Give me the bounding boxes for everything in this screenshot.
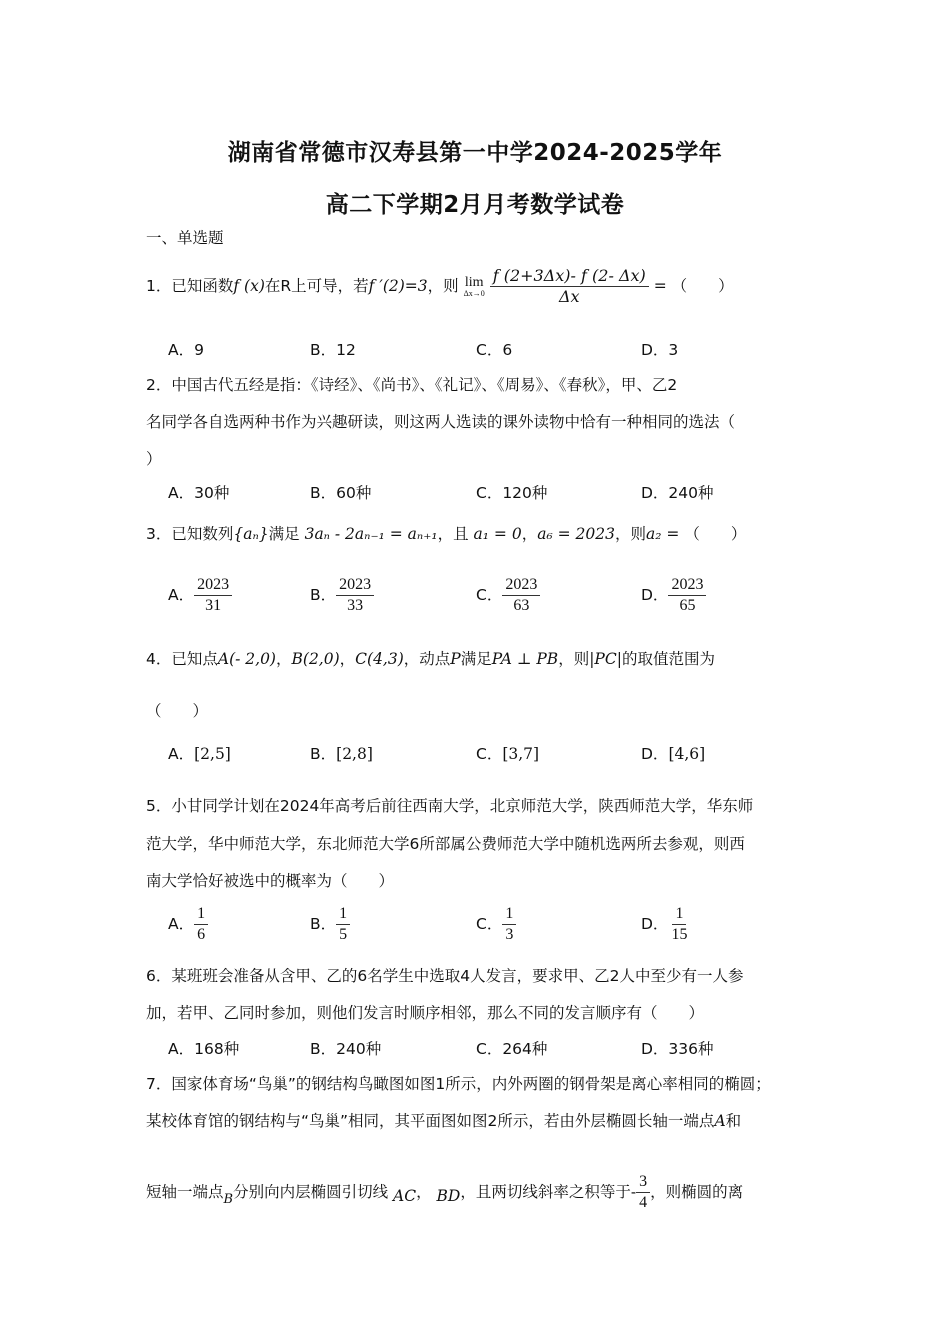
q4-option-a: A．[2,5] xyxy=(168,745,231,763)
q3-option-a: A． $\frac{2023}{31}$ xyxy=(168,575,232,616)
q1-fraction: $\frac{f (2+3\Delta x)- f (2- \Delta x)}{\Delta x}$ xyxy=(490,266,649,307)
q4-pc: |PC| xyxy=(589,650,622,668)
q3-a6: a₆ = 2023 xyxy=(537,525,615,543)
q3-relation: 3aₙ - 2aₙ₋₁ = aₙ₊₁ xyxy=(304,525,438,543)
q3-option-c: C． $\frac{2023}{63}$ xyxy=(476,575,540,616)
q6-option-b: B．240种 xyxy=(310,1040,382,1058)
q2-option-b: B．60种 xyxy=(310,484,372,502)
exam-title-line2: 高二下学期2月月考数学试卷 xyxy=(325,192,625,218)
q3-sequence: {aₙ} xyxy=(233,525,269,543)
q5-option-c: C． $\frac{1}{3}$ xyxy=(476,904,516,945)
q2-option-a: A．30种 xyxy=(168,484,230,502)
question-5-line3: 南大学恰好被选中的概率为（ ） xyxy=(146,872,395,890)
question-6-line1: 6．某班班会准备从含甲、乙的6名学生中选取4人发言，要求甲、乙2人中至少有一人参 xyxy=(146,967,744,985)
question-2-line2: 名同学各自选两种书作为兴趣研读，则这两人选读的课外读物中恰有一种相同的选法（ xyxy=(146,413,736,431)
q4-blank: （ ） xyxy=(146,702,209,720)
question-5-line2: 范大学，华中师范大学，东北师范大学6所部属公费师范大学中随机选两所去参观，则西 xyxy=(146,835,745,853)
q7-tangent-ac: AC xyxy=(393,1187,417,1205)
q1-option-b: B．12 xyxy=(310,341,356,359)
q1-fx: f (x) xyxy=(233,277,265,295)
q6-option-c: C．264种 xyxy=(476,1040,548,1058)
question-2-line3: ） xyxy=(146,450,162,468)
q5-option-b: B． $\frac{1}{5}$ xyxy=(310,904,350,945)
q3-option-d: D． $\frac{2023}{65}$ xyxy=(641,575,706,616)
q4-option-c: C．[3,7] xyxy=(476,745,540,763)
q1-limit: lim Δx→0 xyxy=(463,274,485,298)
q6-option-d: D．336种 xyxy=(641,1040,714,1058)
q1-option-a: A．9 xyxy=(168,341,204,359)
q2-option-c: C．120种 xyxy=(476,484,548,502)
q3-blank: （ ） xyxy=(684,525,747,543)
q4-point-b: B(2,0) xyxy=(291,650,340,668)
q2-option-d: D．240种 xyxy=(641,484,714,502)
q1-condition: f ′(2)=3 xyxy=(368,277,428,295)
q1-option-c: C．6 xyxy=(476,341,513,359)
question-7-line3: 短轴一端点$_B$分别向内层椭圆引切线 AC， BD，且两切线斜率之积等于- $\frac{3}{4}$ ，则椭圆的离 xyxy=(146,1173,744,1211)
exam-title-line1: 湖南省常德市汉寿县第一中学2024-2025学年 xyxy=(227,140,723,166)
question-5-line1: 5．小甘同学计划在2024年高考后前往西南大学，北京师范大学，陕西师范大学，华东师 xyxy=(146,797,754,815)
question-4: 4．已知点A(- 2,0)，B(2,0)，C(4,3)，动点P满足PA ⊥ PB，则|PC|的取值范围为 xyxy=(146,650,715,668)
question-6-line2: 加，若甲、乙同时参加，则他们发言时顺序相邻，那么不同的发言顺序有（ ） xyxy=(146,1004,705,1022)
q6-option-a: A．168种 xyxy=(168,1040,240,1058)
q4-condition: PA ⊥ PB xyxy=(491,650,559,668)
q7-tangent-bd: BD xyxy=(436,1187,461,1205)
question-3: 3．已知数列{aₙ}满足 3aₙ - 2aₙ₋₁ = aₙ₊₁，且 a₁ = 0，a₆ = 2023，则a₂ = （ ） xyxy=(146,525,747,543)
q1-option-d: D．3 xyxy=(641,341,679,359)
q5-option-a: A． $\frac{1}{6}$ xyxy=(168,904,208,945)
q4-point-c: C(4,3) xyxy=(355,650,404,668)
q7-slope-product: $\frac{3}{4}$ xyxy=(636,1172,650,1213)
question-7-line1: 7．国家体育场“鸟巢”的钢结构鸟瞰图如图1所示，内外两圈的钢骨架是离心率相同的椭圆； xyxy=(146,1075,771,1093)
q5-option-d: D． $\frac{1}{15}$ xyxy=(641,905,688,943)
q1-blank: （ ） xyxy=(671,277,734,295)
q7-point-a: A xyxy=(714,1112,726,1130)
q4-point-a: A(- 2,0) xyxy=(217,650,276,668)
q4-option-d: D．[4,6] xyxy=(641,745,706,763)
q3-a2: a₂ = xyxy=(646,525,680,543)
q7-point-b: B xyxy=(223,1192,234,1207)
question-7-line2: 某校体育馆的钢结构与“鸟巢”相同，其平面图如图2所示，若由外层椭圆长轴一端点A和 xyxy=(146,1112,742,1130)
q3-option-b: B． $\frac{2023}{33}$ xyxy=(310,575,374,616)
q3-a1: a₁ = 0 xyxy=(473,525,522,543)
section-heading: 一、单选题 xyxy=(146,229,224,247)
question-1: 1．已知函数f (x)在R上可导，若f ′(2)=3，则 lim Δx→0 $\frac{f (2+3\Delta x)- f (2- \Delta x)}{\Delta x}$ = （ ） xyxy=(146,266,734,306)
q4-option-b: B．[2,8] xyxy=(310,745,373,763)
question-2-line1: 2．中国古代五经是指：《诗经》、《尚书》、《礼记》、《周易》、《春秋》，甲、乙2 xyxy=(146,376,678,394)
